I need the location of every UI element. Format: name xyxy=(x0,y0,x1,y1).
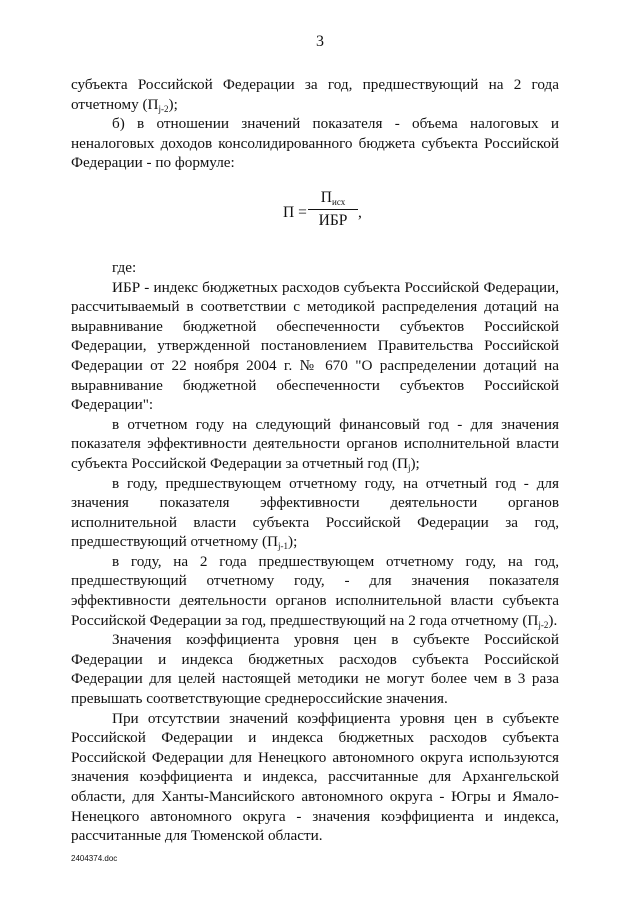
subscript: j-2 xyxy=(538,619,549,630)
paragraph-ibr-definition: ИБР - индекс бюджетных расходов субъекта Российской Федерации, рассчитываемый в соответствии с методикой распределения дотаций на выравнивание бюджетной обеспеченности субъектов Российской Федерации, утвержденной постановлением Правительства Российской Федерации от 22 ноября 2004 г. № 670 "О распределении дотаций на выравнивание бюджетной обеспеченности субъектов Российской Федерации": xyxy=(71,278,559,414)
paragraph-absence-values: При отсутствии значений коэффициента уровня цен в субъекте Российской Федерации и индекса бюджетных расходов субъекта Российской Федерации для Ненецкого автономного округа используются значения коэффициента и индекса, рассчитанные для Архангельской области, для Ханты-Мансийского автономного округа - Югры и Ямало-Ненецкого автономного округа - значения коэффициента и индекса, рассчитанные для Тюменской области. xyxy=(71,709,559,845)
formula-lhs: П = xyxy=(283,203,307,221)
formula-numerator xyxy=(308,189,358,207)
paragraph-reporting-year xyxy=(71,415,559,474)
subscript: j-1 xyxy=(278,541,289,552)
paragraph-where: где: xyxy=(112,258,137,276)
fraction-bar xyxy=(308,209,358,210)
paragraph-tail: ). xyxy=(548,611,558,629)
paragraph-text: в отчетном году на следующий финансовый год - для значения показателя эффективности деятельности органов исполнительной власти субъекта Российской Федерации за отчетный год (П xyxy=(71,415,559,472)
paragraph-limits: Значения коэффициента уровня цен в субъекте Российской Федерации и индекса бюджетных расходов субъекта Российской Федерации для целей настоящей методики не могут более чем в 3 раза превышать соответствующие среднероссийские значения. xyxy=(71,631,559,708)
paragraph-text: в году, на 2 года предшествующем отчетному году, на год, предшествующий отчетному году, - для значения показателя эффективности деятельности органов исполнительной власти субъекта Российской Федерации за год, предшествующий на 2 года отчетному (П xyxy=(71,552,559,629)
page-number: 3 xyxy=(316,33,324,50)
formula-denominator: ИБР xyxy=(318,211,348,229)
formula-comma: , xyxy=(358,203,362,221)
paragraph-tail: ); xyxy=(288,533,298,551)
paragraph-text: субъекта Российской Федерации за год, предшествующий на 2 года отчетному (П xyxy=(71,76,559,113)
formula xyxy=(71,185,559,245)
file-footer: 2404374.doc xyxy=(71,854,118,863)
paragraph-tail: ); xyxy=(168,95,178,113)
paragraph-continuation xyxy=(71,75,559,114)
paragraph-tail: ); xyxy=(410,454,420,472)
document-body xyxy=(71,75,559,846)
paragraph-text: в году, предшествующем отчетному году, на отчетный год - для значения показателя эффективности деятельности органов исполнительной власти субъекта Российской Федерации за год, предшествующий отчетному (П xyxy=(71,474,559,551)
formula-fraction xyxy=(308,189,358,230)
numerator-symbol: П xyxy=(320,188,332,206)
subscript: j-2 xyxy=(158,103,169,114)
numerator-subscript: исх xyxy=(332,196,346,207)
subscript: j xyxy=(407,462,411,473)
paragraph-two-years-prior xyxy=(71,552,559,630)
paragraph-item-b: б) в отношении значений показателя - объема налоговых и неналоговых доходов консолидированного бюджета субъекта Российской Федерации - по формуле: xyxy=(71,115,559,172)
paragraph-previous-year xyxy=(71,474,559,552)
